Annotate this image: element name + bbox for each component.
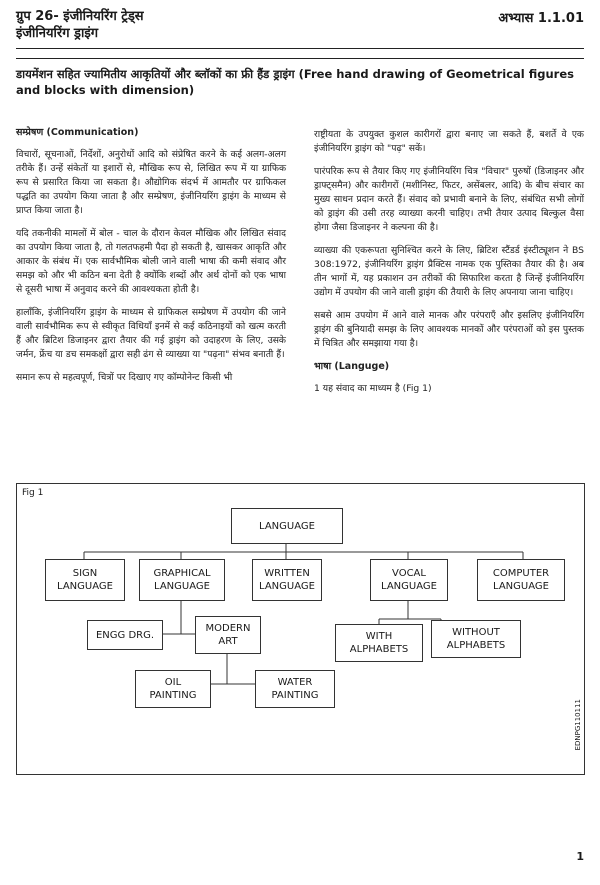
right-paragraph-1: राष्ट्रीयता के उपयुक्त कुशल कारीगरों द्वारा बनाए जा सकते हैं, बशर्ते वे एक इंजीनियरिंग ड्राइंग को "पढ़" सकें।: [314, 129, 584, 154]
figure-code: EDNPG110111: [574, 699, 582, 751]
right-paragraph-3: व्याख्या की एकरूपता सुनिश्चित करने के लिए, ब्रिटिश स्टैंडर्ड इंस्टीट्यूशन ने BS 308:1972, इंजीनियरिंग ड्राइंग प्रैक्टिस नामक एक पुस्तिका तैयार की है। अब तीन भागों में, यह प्रकाशन उन तरीकों की सिफारिश करता है जिन्हें इंजीनियरिंग उद्योग में उपयोग की जाने वाली ड्राइंग की तैयारी के लिए अपनाया जाना चाहिए।: [314, 245, 584, 298]
node-sign-language: SIGN LANGUAGE: [45, 559, 125, 601]
right-paragraph-2: पारंपरिक रूप से तैयार किए गए इंजीनियरिंग चित्र "विचार" पुरुषों (डिजाइनर और ड्राफ्ट्समैन) और कारीगरों (मशीनिस्ट, फिटर, असेंबलर, आदि) के बीच संचार का मुख्य साधन प्रदान करते हैं। संवाद को प्रभावी बनाने के लिए, संबंधित सभी लोगों को ड्राइंग की उसी तरह व्याख्या करनी चाहिए। तभी तैयार उत्पाद बिल्कुल वैसा होगा जैसा डिजाइनर ने कल्पना की है।: [314, 166, 584, 233]
node-written-language: WRITTEN LANGUAGE: [252, 559, 322, 601]
node-modern-art: MODERN ART: [195, 616, 261, 654]
figure-1: [16, 483, 585, 775]
node-engg-drg: ENGG DRG.: [87, 620, 163, 650]
header-rule-bottom: [16, 58, 584, 59]
node-graphical-language: GRAPHICAL LANGUAGE: [139, 559, 225, 601]
right-paragraph-4: सबसे आम उपयोग में आने वाले मानक और परंपराएँ और इसलिए इंजीनियरिंग ड्राइंग की बुनियादी समझ के लिए आवश्यक मानकों और परंपराओं को इस पुस्तक में चित्रित और समझाया गया है।: [314, 310, 584, 349]
node-oil-painting: OIL PAINTING: [135, 670, 211, 708]
group-line-1: ग्रुप 26- इंजीनियरिंग ट्रेड्स: [16, 9, 144, 24]
language-item-1: 1 यह संवाद का माध्यम है (Fig 1): [314, 383, 432, 394]
communication-heading: सम्प्रेषण (Communication): [16, 127, 139, 138]
page-number: 1: [576, 850, 584, 863]
page-title: डायमेंशन सहित ज्यामितीय आकृतियों और ब्लॉकों का फ्री हैंड ड्राइंग (Free hand drawing of Geometrical figures and blocks with dimension): [16, 67, 574, 97]
figure-label: Fig 1: [22, 488, 44, 498]
node-without-alphabets: WITHOUT ALPHABETS: [431, 620, 521, 658]
left-paragraph-4: समान रूप से महत्वपूर्ण, चित्रों पर दिखाए गए कॉम्पोनेन्ट किसी भी: [16, 372, 233, 383]
group-line-2: इंजीनियरिंग ड्राइंग: [16, 26, 99, 41]
node-computer-language: COMPUTER LANGUAGE: [477, 559, 565, 601]
group-heading: [16, 8, 144, 42]
node-water-painting: WATER PAINTING: [255, 670, 335, 708]
node-with-alphabets: WITH ALPHABETS: [335, 624, 423, 662]
node-vocal-language: VOCAL LANGUAGE: [370, 559, 448, 601]
exercise-number: अभ्यास 1.1.01: [498, 11, 584, 26]
left-column: [16, 126, 286, 394]
language-heading: भाषा (Languge): [314, 361, 390, 372]
left-paragraph-1: विचारों, सूचनाओं, निर्देशों, अनुरोधों आदि को संप्रेषित करने के कई अलग-अलग तरीके हैं। उन्हें संकेतों या इशारों से, मौखिक रूप से, लिखित रूप में या ग्राफिक रूप से प्रसारित किया जा सकता है। औद्योगिक संदर्भ में आमतौर पर ग्राफिकल पद्धति का उपयोग किया जाता है और सम्प्रेषण, इंजीनियरिंग ड्राइंग के माध्यम से प्राप्त किया जाता है।: [16, 149, 286, 216]
left-paragraph-2: यदि तकनीकी मामलों में बोल - चाल के दौरान केवल मौखिक और लिखित संवाद का उपयोग किया जाता है, तो गलतफहमी पैदा हो सकती है, खासकर आकृति और आकार के संबंध में। एक सार्वभौमिक बोली जाने वाली भाषा की कमी संवाद और समझ को और भी कठिन बना देती है क्योंकि शब्दों और अर्थ दोनों को एक भाषा से दूसरी भाषा में अनुवाद करने की आवश्यकता होती है।: [16, 228, 286, 295]
right-column: [314, 128, 584, 405]
node-language: LANGUAGE: [231, 508, 343, 544]
left-paragraph-3: हालाँकि, इंजीनियरिंग ड्राइंग के माध्यम से ग्राफिकल सम्प्रेषण में उपयोग की जाने वाली सार्वभौमिक रूप से स्वीकृत विधियाँ इनमें से कई कठिनाइयों को खत्म करती हैं और ब्रिटिश डिजाइनर द्वारा तैयार की गई ड्राइंग को उदाहरण के लिए, उसके जर्मन, फ्रेंच या डच समकक्षों द्वारा सही ढंग से व्याख्या या "पढ़ना" संभव बनाती हैं।: [16, 307, 286, 360]
header-rule-top: [16, 48, 584, 49]
